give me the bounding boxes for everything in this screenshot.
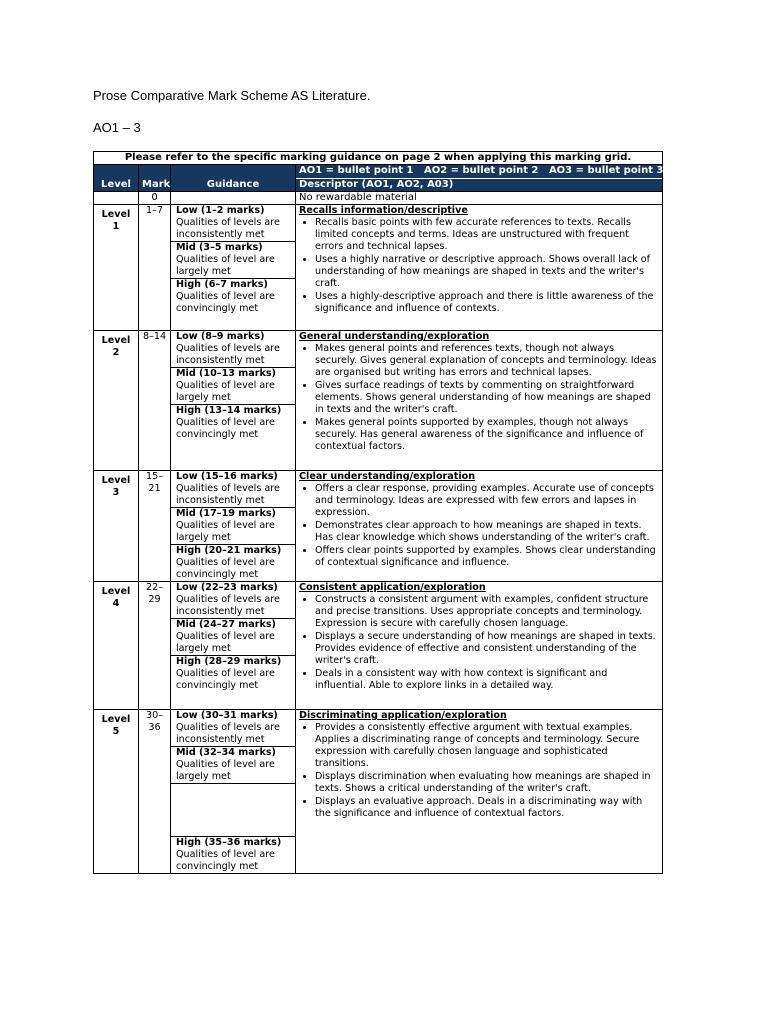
document-title: Prose Comparative Mark Scheme AS Literature.: [93, 88, 371, 103]
band-title: High (13–14 marks): [176, 405, 282, 416]
header-row: [94, 165, 663, 192]
guidance-band: [171, 405, 295, 441]
band-title: High (28–29 marks): [176, 656, 282, 667]
band-text: Qualities of level are convincingly met: [176, 668, 275, 691]
descriptor-point: • Displays a secure understanding of how meanings are shaped in texts. Provides evidence of effective and consistent understanding of the writer's craft.: [315, 631, 659, 667]
band-text: Qualities of level are convincingly met: [176, 849, 275, 872]
band-text: Qualities of level are largely met: [176, 380, 275, 403]
guidance-band: [171, 545, 295, 581]
zero-guidance-cell: [171, 192, 296, 205]
guidance-band: [171, 331, 295, 368]
level-mark-range: 15–21: [139, 471, 171, 582]
guidance-band: [171, 710, 295, 747]
descriptor-point: • Constructs a consistent argument with examples, confident structure and precise transitions. Uses appropriate concepts and terminology. Expression is secure with carefully chosen language.: [315, 594, 659, 630]
band-text: Qualities of level are convincingly met: [176, 417, 275, 440]
descriptor-title: Discriminating application/exploration: [299, 710, 507, 721]
descriptor-point: • Displays discrimination when evaluating how meanings are shaped in texts. Shows a critical understanding of the writer's craft.: [315, 771, 659, 795]
guidance-note: Please refer to the specific marking guidance on page 2 when applying this marking grid.: [94, 152, 663, 165]
level-mark-range: 8–14: [139, 331, 171, 471]
guidance-band: [171, 656, 295, 692]
band-title: High (35–36 marks): [176, 837, 282, 848]
band-text: Qualities of level are largely met: [176, 254, 275, 277]
header-ao1: AO1 = bullet point 1: [299, 165, 414, 176]
level-guidance: [171, 205, 296, 331]
band-text: Qualities of levels are inconsistently met: [176, 722, 280, 745]
guidance-band: [171, 279, 295, 315]
descriptor-points: [299, 483, 659, 572]
descriptor-point: • Gives surface readings of texts by commenting on straightforward elements. Shows general understanding of how meanings are shaped in texts and the writer's craft.: [315, 380, 659, 416]
level-guidance: [171, 471, 296, 582]
level-label: Level 5: [94, 710, 139, 874]
guidance-band: [171, 619, 295, 656]
band-text: Qualities of level are largely met: [176, 631, 275, 654]
level-rows: [94, 205, 663, 874]
descriptor-title: General understanding/exploration: [299, 331, 490, 342]
header-level: Level: [94, 165, 139, 192]
descriptor-point: • Makes general points supported by examples, though not always securely. Has general awareness of the significance and influence of contextual factors.: [315, 417, 659, 453]
header-ao-line: [299, 165, 664, 177]
level-mark-range: 1–7: [139, 205, 171, 331]
band-title: Low (22–23 marks): [176, 582, 278, 593]
descriptor-point: • Offers clear points supported by examples. Shows clear understanding of contextual significance and influence.: [315, 545, 659, 569]
zero-mark: 0: [139, 192, 171, 205]
zero-mark-row: [94, 192, 663, 205]
guidance-band: [171, 582, 295, 619]
level-label: Level 4: [94, 582, 139, 710]
level-row: [94, 471, 663, 582]
zero-descriptor: No rewardable material: [296, 192, 663, 205]
header-ao3: AO3 = bullet point 3: [548, 165, 664, 176]
band-title: Low (15–16 marks): [176, 471, 278, 482]
band-title: Low (8–9 marks): [176, 331, 265, 342]
guidance-band: [171, 471, 295, 508]
level-descriptor: [296, 471, 663, 582]
band-title: High (6–7 marks): [176, 279, 268, 290]
level-guidance: [171, 582, 296, 710]
descriptor-point: • Recalls basic points with few accurate references to texts. Recalls limited concepts and terms. Ideas are unstructured with frequent errors and technical lapses.: [315, 217, 659, 253]
band-text: Qualities of level are convincingly met: [176, 291, 275, 314]
band-text: Qualities of level are largely met: [176, 759, 275, 782]
level-label: Level 3: [94, 471, 139, 582]
guidance-band: [171, 836, 295, 873]
band-title: Mid (10–13 marks): [176, 368, 276, 379]
descriptor-points: [299, 594, 659, 695]
band-text: Qualities of levels are inconsistently met: [176, 483, 280, 506]
descriptor-point: • Makes general points and references texts, though not always securely. Gives general explanation of concepts and terminology. Ideas are organised but writing has errors and technical lapses.: [315, 343, 659, 379]
band-title: Mid (17–19 marks): [176, 508, 276, 519]
header-ao2: AO2 = bullet point 2: [423, 165, 539, 176]
descriptor-points: [299, 722, 659, 823]
assessment-objectives-heading: AO1 – 3: [93, 120, 141, 135]
level-row: [94, 582, 663, 710]
descriptor-point: • Uses a highly-descriptive approach and there is little awareness of the significance and influence of contexts.: [315, 291, 659, 315]
band-title: Low (1–2 marks): [176, 205, 265, 216]
band-title: Low (30–31 marks): [176, 710, 278, 721]
header-descriptor: [296, 165, 663, 192]
descriptor-point: • Uses a highly narrative or descriptive approach. Shows overall lack of understanding of how meanings are shaped in texts and the writer's craft.: [315, 254, 659, 290]
level-mark-range: 30–36: [139, 710, 171, 874]
band-title: Mid (32–34 marks): [176, 747, 276, 758]
band-text: Qualities of levels are inconsistently met: [176, 343, 280, 366]
level-guidance: [171, 331, 296, 471]
level-mark-range: 22–29: [139, 582, 171, 710]
header-descriptor-label: Descriptor (AO1, AO2, A03): [296, 178, 662, 191]
descriptor-title: Recalls information/descriptive: [299, 205, 468, 216]
guidance-band: [171, 242, 295, 279]
level-descriptor: [296, 710, 663, 874]
descriptor-title: Clear understanding/exploration: [299, 471, 476, 482]
descriptor-points: [299, 217, 659, 318]
descriptor-point: • Provides a consistently effective argument with textual examples. Applies a discriminating range of concepts and terminology. Secure expression with carefully chosen language and sophisticated transitions.: [315, 722, 659, 770]
header-mark: Mark: [139, 165, 171, 192]
descriptor-point: • Offers a clear response, providing examples. Accurate use of concepts and terminology. Ideas are expressed with few errors and lapses in expression.: [315, 483, 659, 519]
descriptor-point: • Displays an evaluative approach. Deals in a discriminating way with the significance and influence of contextual factors.: [315, 796, 659, 820]
band-title: High (20–21 marks): [176, 545, 282, 556]
band-text: Qualities of levels are inconsistently met: [176, 594, 280, 617]
level-label: Level 1: [94, 205, 139, 331]
level-label: Level 2: [94, 331, 139, 471]
guidance-note-row: [94, 152, 663, 165]
level-row: [94, 710, 663, 874]
band-title: Mid (24–27 marks): [176, 619, 276, 630]
header-guidance: Guidance: [171, 165, 296, 192]
level-guidance: [171, 710, 296, 874]
band-title: Mid (3–5 marks): [176, 242, 263, 253]
level-descriptor: [296, 331, 663, 471]
descriptor-point: • Deals in a consistent way with how context is significant and influential. Able to explore links in a detailed way.: [315, 668, 659, 692]
level-descriptor: [296, 582, 663, 710]
marking-grid-table: [93, 151, 663, 874]
descriptor-title: Consistent application/exploration: [299, 582, 486, 593]
band-text: Qualities of levels are inconsistently met: [176, 217, 280, 240]
descriptor-points: [299, 343, 659, 456]
guidance-band: [171, 508, 295, 545]
descriptor-point: • Demonstrates clear approach to how meanings are shaped in texts. Has clear knowledge which shows understanding of the writer's craft.: [315, 520, 659, 544]
zero-level-cell: [94, 192, 139, 205]
level-row: [94, 205, 663, 331]
guidance-band: [171, 747, 295, 784]
guidance-band: [171, 205, 295, 242]
guidance-band: [171, 368, 295, 405]
level-descriptor: [296, 205, 663, 331]
level-row: [94, 331, 663, 471]
band-text: Qualities of level are largely met: [176, 520, 275, 543]
band-text: Qualities of level are convincingly met: [176, 557, 275, 580]
